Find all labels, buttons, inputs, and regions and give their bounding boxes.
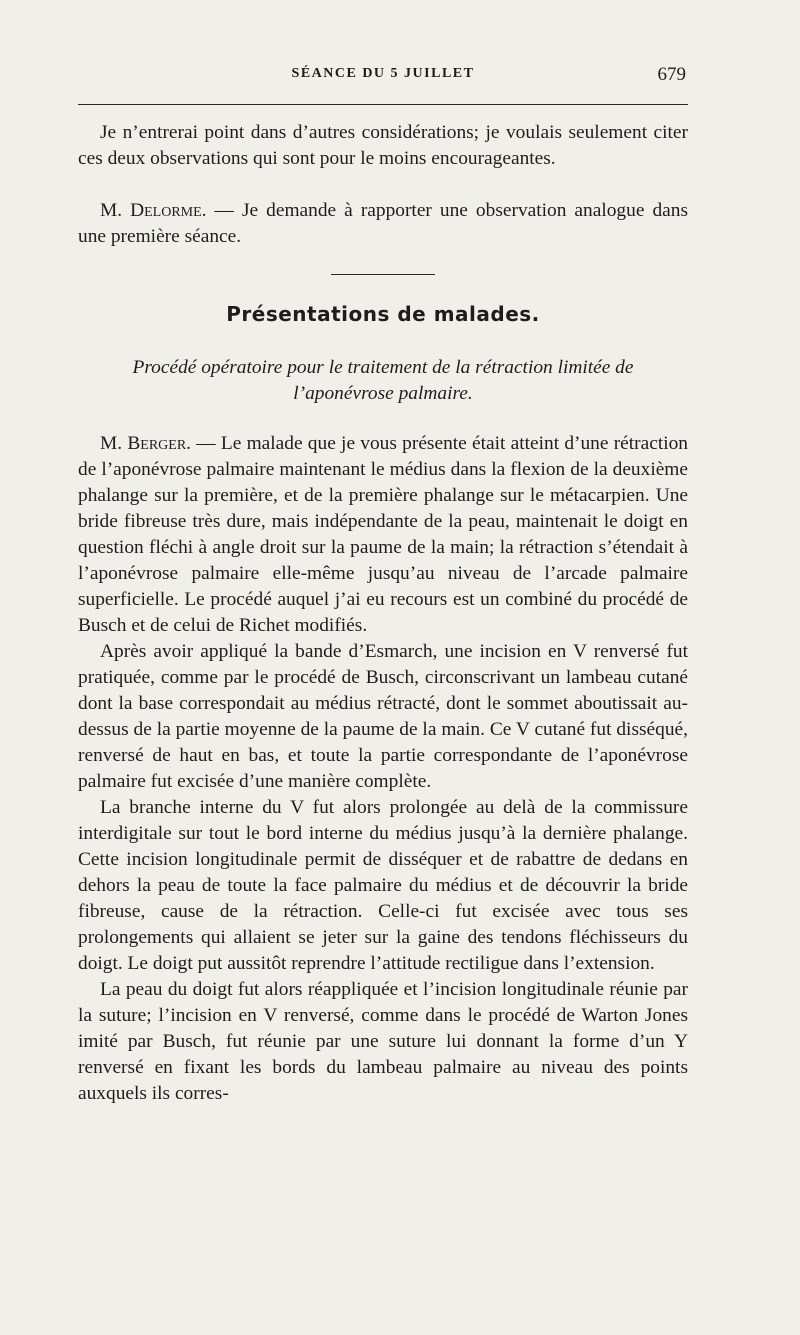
page-number: 679: [657, 64, 686, 85]
section-subtitle: Procédé opératoire pour le traitement de la rétraction limitée de l’aponévrose palmaire.: [132, 357, 634, 404]
paragraph-1: Je n’entrerai point dans d’autres considérations; je voulais seulement citer ces deux observations qui sont pour le moins encourageantes.: [78, 122, 688, 169]
paragraph-4: Après avoir appliqué la bande d’Esmarch, une incision en V renversé fut pratiquée, comme par le procédé de Busch, circonscrivant un lambeau cutané dont la base correspondait au médius rétracté, dont le sommet aboutissait au-dessus de la partie moyenne de la paume de la main. Ce V cutané fut disséqué, renversé de haut en bas, et toute la partie correspondante de l’aponévrose palmaire fut excisée d’une manière complète.: [78, 641, 688, 792]
header-rule: [78, 104, 688, 105]
page-header: [78, 66, 688, 92]
section-title: Présentations de malades.: [226, 302, 540, 326]
paragraph-5: La branche interne du V fut alors prolongée au delà de la commissure interdigitale sur tout le bord interne du médius jusqu’à la dernière phalange. Cette incision longitudinale permit de disséquer et de rabattre de dedans en dehors la peau de toute la face palmaire du médius et de découvrir la bride fibreuse, cause de la rétraction. Celle-ci fut excisée avec tous ses prolongements qui allaient se jeter sur la gaine des tendons fléchisseurs du doigt. Le doigt put aussitôt reprendre l’attitude rectiligue dans l’extension.: [78, 797, 688, 974]
paragraph-gap: [78, 172, 688, 198]
body-text: [78, 120, 688, 1107]
paragraph-3: [78, 431, 688, 639]
section-separator: [331, 274, 435, 275]
speaker-name: M. Berger.: [100, 433, 192, 454]
paragraph-2-text: — Je demande à rapporter une observation analogue dans une première séance.: [78, 200, 688, 247]
paragraph-6: La peau du doigt fut alors réappliquée et l’incision longitudinale réunie par la suture; l’incision en V renversé, comme dans le procédé de Warton Jones imité par Busch, fut réunie par une suture lui donnant la forme d’un Y renversé en fixant les bords du lambeau palmaire au niveau des points auxquels ils corres-: [78, 979, 688, 1104]
running-title: SÉANCE DU 5 JUILLET: [291, 66, 475, 81]
paragraph-3-text: — Le malade que je vous présente était atteint d’une rétraction de l’aponévrose palmaire maintenant le médius dans la flexion de la deuxième phalange sur la première, et de la première phalange sur le métacarpien. Une bride fibreuse très dure, mais indépendante de la peau, maintenait le doigt en question fléchi à angle droit sur la paume de la main; la rétraction s’étendait à l’aponévrose palmaire elle-même jusqu’au niveau de l’arcade palmaire superficielle. Le procédé auquel j’ai eu recours est un combiné du procédé de Busch et de celui de Richet modifiés.: [78, 433, 688, 636]
paragraph-2: [78, 198, 688, 250]
speaker-name: M. Delorme.: [100, 200, 207, 221]
